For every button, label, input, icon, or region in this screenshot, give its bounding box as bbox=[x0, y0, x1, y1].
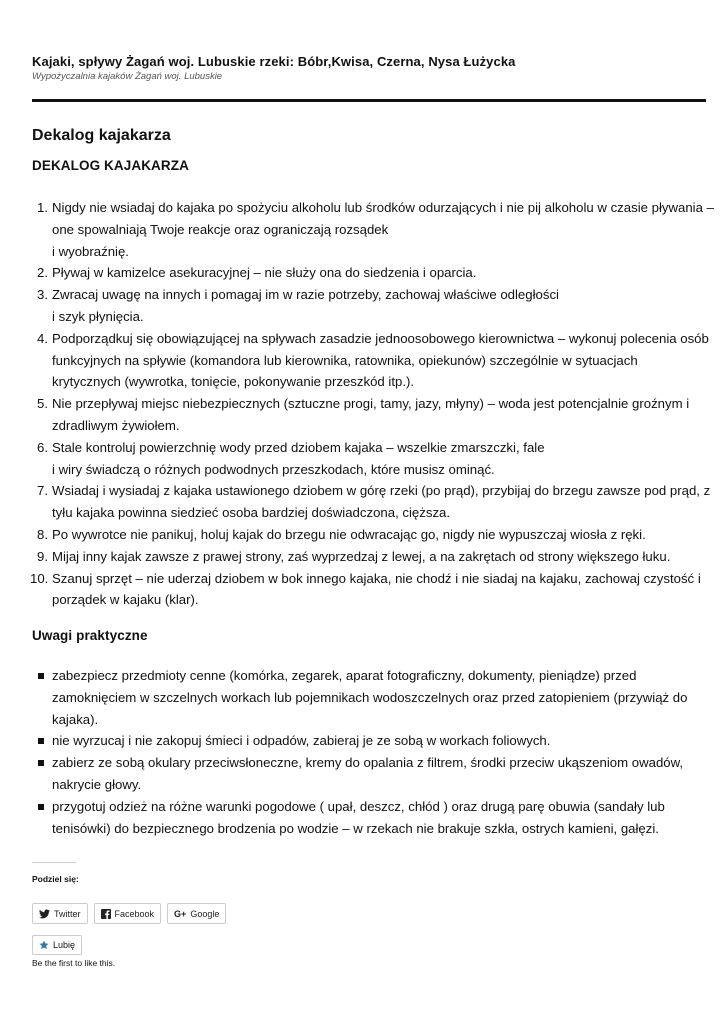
tip-text: przygotuj odzież na różne warunki pogodowe ( upał, deszcz, chłód ) oraz drugą parę obuwia (sandały lub tenisówki) do bezpiecznego brodzenia po wodzie – w rzekach nie brakuje szkła, ostrych kamieni, gałęzi. bbox=[52, 798, 665, 836]
dekalog-item-line: i wiry świadczą o różnych podwodnych przeszkodach, które musisz ominąć. bbox=[52, 461, 495, 477]
dekalog-item bbox=[30, 568, 724, 612]
dekalog-item bbox=[37, 437, 724, 481]
dekalog-item-line: tyłu kajaka powinna siedzieć osoba bardziej doświadczona, cięższa. bbox=[52, 505, 451, 521]
header-divider bbox=[32, 99, 706, 102]
dekalog-item-line: i szyk płynięcia. bbox=[52, 308, 144, 324]
dekalog-item-number: 9. bbox=[37, 548, 48, 564]
dekalog-item bbox=[37, 197, 724, 262]
dekalog-item-line: i wyobraźnię. bbox=[52, 243, 129, 259]
dekalog-item bbox=[37, 328, 724, 393]
share-google-label: Google bbox=[190, 908, 220, 919]
tips-heading: Uwagi praktyczne bbox=[32, 628, 148, 643]
dekalog-item-number: 6. bbox=[37, 439, 48, 455]
google-plus-icon: G+ bbox=[174, 908, 187, 919]
site-title[interactable]: Kajaki, spływy Żagań woj. Lubuskie rzeki: Bóbr,Kwisa, Czerna, Nysa Łużycka bbox=[32, 54, 516, 69]
share-buttons bbox=[32, 903, 226, 924]
twitter-icon bbox=[39, 909, 50, 919]
square-bullet-icon bbox=[38, 673, 44, 679]
dekalog-item-line: zdradliwym żywiołem. bbox=[52, 417, 180, 433]
site-description: Wypożyczalnia kajaków Żagań woj. Lubuskie bbox=[32, 71, 223, 82]
dekalog-item-number: 5. bbox=[37, 396, 48, 412]
dekalog-item bbox=[37, 393, 724, 437]
dekalog-item-number: 2. bbox=[37, 265, 48, 281]
dekalog-item-line: Nie przepływaj miejsc niebezpiecznych (sztuczne progi, tamy, jazy, młyny) – woda jest potencjalnie groźnym i bbox=[52, 396, 690, 412]
dekalog-item-line: Podporządkuj się obowiązującej na spływach zasadzie jednoosobowego kierownictwa – wykonuj polecenia osób bbox=[52, 330, 709, 346]
dekalog-heading: DEKALOG KAJAKARZA bbox=[32, 158, 189, 173]
star-icon bbox=[39, 940, 49, 950]
dekalog-item bbox=[37, 524, 724, 546]
square-bullet-icon bbox=[38, 804, 44, 810]
share-twitter-label: Twitter bbox=[54, 908, 81, 919]
dekalog-item-number: 3. bbox=[37, 287, 48, 303]
dekalog-item-line: krytycznych (wywrotka, tonięcie, pokonywanie przeszkód itp.). bbox=[52, 374, 415, 390]
share-facebook-label: Facebook bbox=[114, 908, 155, 919]
dekalog-item-number: 4. bbox=[37, 330, 48, 346]
share-twitter-button[interactable] bbox=[32, 903, 88, 924]
square-bullet-icon bbox=[38, 760, 44, 766]
dekalog-item-number: 8. bbox=[37, 526, 48, 542]
dekalog-item bbox=[37, 262, 724, 284]
dekalog-item bbox=[37, 480, 724, 524]
tips-list bbox=[52, 665, 712, 839]
dekalog-item-number: 1. bbox=[37, 200, 48, 215]
dekalog-item-line: Pływaj w kamizelce asekuracyjnej – nie służy ona do siedzenia i oparcia. bbox=[52, 265, 477, 281]
dekalog-item-line: Po wywrotce nie panikuj, holuj kajak do brzegu nie odwracając go, nigdy nie wypuszczaj wiosła z ręki. bbox=[52, 526, 646, 542]
dekalog-item-line: Stale kontroluj powierzchnię wody przed dziobem kajaka – wszelkie zmarszczki, fale bbox=[52, 439, 545, 455]
dekalog-item-line: Zwracaj uwagę na innych i pomagaj im w razie potrzeby, zachowaj właściwe odległości bbox=[52, 287, 559, 303]
dekalog-item-line: Nigdy nie wsiadaj do kajaka po spożyciu alkoholu lub środków odurzających i nie pij alkoholu w czasie pływania – bbox=[52, 200, 714, 215]
square-bullet-icon bbox=[38, 738, 44, 744]
dekalog-item-line: porządek w kajaku (klar). bbox=[52, 592, 199, 608]
share-label: Podziel się: bbox=[32, 874, 79, 884]
dekalog-item-line: funkcyjnych na spływie (komandora lub kierownika, ratownika, opiekunów) szczególnie w sytuacjach bbox=[52, 352, 638, 368]
entry-title: Dekalog kajakarza bbox=[32, 127, 171, 144]
facebook-icon bbox=[101, 909, 111, 919]
dekalog-item-line: Wsiadaj i wysiadaj z kajaka ustawionego dziobem w górę rzeki (po prąd), przybijaj do brzegu zawsze pod prąd, z bbox=[52, 483, 711, 499]
tip-text: zabezpiecz przedmioty cenne (komórka, zegarek, aparat fotograficzny, dokumenty, pieniądze) przed zamoknięciem w szczelnych workach lub pojemnikach wodoszczelnych oraz przed zatopieniem (przywiąż do kajaka). bbox=[52, 668, 688, 727]
dekalog-item-number: 7. bbox=[37, 483, 48, 499]
like-label: Lubię bbox=[53, 940, 76, 950]
tip-item bbox=[52, 752, 712, 796]
tip-item bbox=[52, 665, 712, 730]
dekalog-list bbox=[30, 197, 724, 611]
dekalog-item bbox=[37, 284, 724, 328]
tip-item bbox=[52, 730, 712, 752]
dekalog-item-line: Szanuj sprzęt – nie uderzaj dziobem w bok innego kajaka, nie chodź i nie siadaj na kajaku, zachowaj czystość i bbox=[52, 570, 701, 586]
dekalog-item-line: one spowalniają Twoje reakcje oraz ograniczają rozsądek bbox=[52, 221, 389, 237]
dekalog-item bbox=[37, 546, 724, 568]
dekalog-item-line: Mijaj inny kajak zawsze z prawej strony, zaś wyprzedzaj z lewej, a na zakrętach od strony większego łuku. bbox=[52, 548, 671, 564]
share-google-button[interactable] bbox=[167, 903, 226, 924]
like-note: Be the first to like this. bbox=[32, 958, 116, 968]
dekalog-item-number: 10. bbox=[30, 570, 49, 586]
share-divider bbox=[32, 862, 76, 863]
like-button[interactable] bbox=[32, 935, 82, 955]
share-facebook-button[interactable] bbox=[94, 903, 162, 924]
tip-item bbox=[52, 796, 712, 840]
tip-text: zabierz ze sobą okulary przeciwsłoneczne, kremy do opalania z filtrem, środki przeciw ukąszeniom owadów, nakrycie głowy. bbox=[52, 755, 684, 792]
tip-text: nie wyrzucaj i nie zakopuj śmieci i odpadów, zabieraj je ze sobą w workach foliowych. bbox=[52, 733, 551, 749]
